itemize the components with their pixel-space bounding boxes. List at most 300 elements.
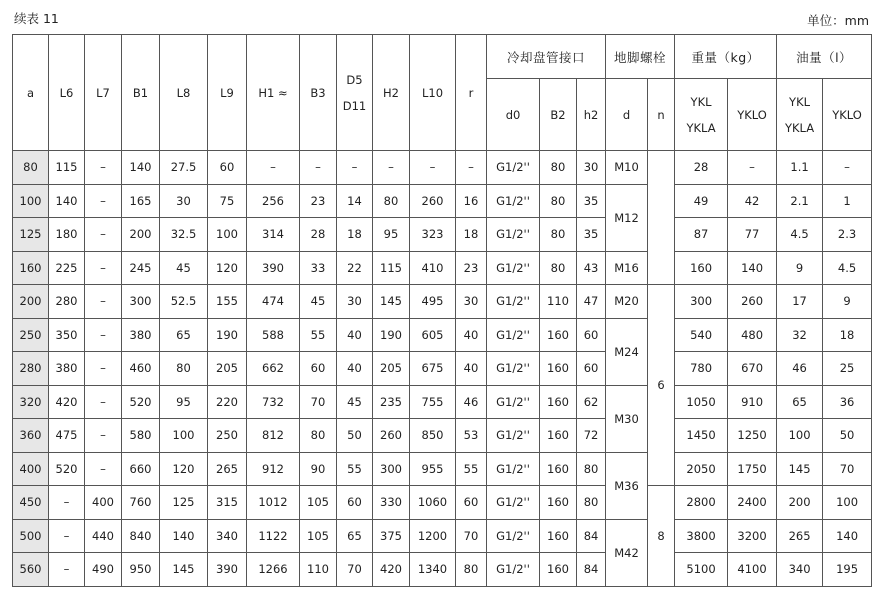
cell-l6: 475 [49, 419, 85, 453]
cell-b3: 105 [300, 519, 337, 553]
cell-l10: 1200 [410, 519, 456, 553]
group-oil: 油量（l） [777, 35, 872, 79]
cell-l6: 520 [49, 452, 85, 486]
cell-l8: 120 [160, 452, 208, 486]
cell-w-ykl: 5100 [675, 553, 728, 587]
cell-r: 46 [456, 385, 487, 419]
cell-d5: 60 [337, 486, 373, 520]
cell-b3: – [300, 151, 337, 185]
cell-l10: 495 [410, 285, 456, 319]
group-weight: 重量（kg） [675, 35, 777, 79]
cell-o-ykl: 9 [777, 251, 823, 285]
cell-h1: 314 [247, 218, 300, 252]
cell-b2: 80 [540, 251, 577, 285]
col-h2-lower: h2 [577, 79, 606, 151]
col-h2: H2 [373, 35, 410, 151]
col-n: n [648, 79, 675, 151]
cell-l8: 140 [160, 519, 208, 553]
cell-l6: 180 [49, 218, 85, 252]
cell-b1: 660 [122, 452, 160, 486]
col-b2: B2 [540, 79, 577, 151]
cell-r: 53 [456, 419, 487, 453]
cell-d0: G1/2'' [487, 218, 540, 252]
cell-w-yklo: 2400 [728, 486, 777, 520]
cell-b3: 105 [300, 486, 337, 520]
col-l9: L9 [208, 35, 247, 151]
cell-l8: 145 [160, 553, 208, 587]
cell-w-yklo: 140 [728, 251, 777, 285]
cell-l10: 260 [410, 184, 456, 218]
cell-w-ykl: 300 [675, 285, 728, 319]
oil-ykla-label: YKLA [784, 120, 815, 135]
cell-l9: 120 [208, 251, 247, 285]
col-oil-ykl [777, 79, 823, 151]
cell-l6: 140 [49, 184, 85, 218]
col-d: d [606, 79, 648, 151]
cell-b1: 200 [122, 218, 160, 252]
cell-l6: – [49, 486, 85, 520]
cell-b3: 60 [300, 352, 337, 386]
cell-h1: 474 [247, 285, 300, 319]
cell-b1: 140 [122, 151, 160, 185]
cell-b2: 160 [540, 318, 577, 352]
cell-l9: 265 [208, 452, 247, 486]
cell-o-yklo: 1 [823, 184, 872, 218]
cell-a: 560 [13, 553, 49, 587]
table-row [13, 352, 872, 386]
table-row [13, 151, 872, 185]
cell-bolt-d: M20 [606, 285, 648, 319]
cell-d0: G1/2'' [487, 151, 540, 185]
cell-a: 450 [13, 486, 49, 520]
cell-r: 18 [456, 218, 487, 252]
cell-l10: 1340 [410, 553, 456, 587]
cell-l8: 27.5 [160, 151, 208, 185]
cell-h1: – [247, 151, 300, 185]
cell-d0: G1/2'' [487, 486, 540, 520]
cell-w-ykl: 1050 [675, 385, 728, 419]
cell-w-ykl: 160 [675, 251, 728, 285]
cell-h2: 35 [577, 218, 606, 252]
cell-l10: 850 [410, 419, 456, 453]
cell-w-ykl: 2050 [675, 452, 728, 486]
cell-l8: 45 [160, 251, 208, 285]
cell-b3: 33 [300, 251, 337, 285]
cell-o-yklo: 50 [823, 419, 872, 453]
cell-l7: 490 [85, 553, 122, 587]
cell-l9: 390 [208, 553, 247, 587]
cell-l7: – [85, 184, 122, 218]
cell-h2: 60 [577, 352, 606, 386]
cell-bolt-d: M10 [606, 151, 648, 185]
cell-l8: 80 [160, 352, 208, 386]
col-l6: L6 [49, 35, 85, 151]
unit-label: 单位：mm [807, 13, 869, 28]
cell-h2: 47 [577, 285, 606, 319]
cell-o-ykl: 65 [777, 385, 823, 419]
cell-o-ykl: 2.1 [777, 184, 823, 218]
cell-d0: G1/2'' [487, 419, 540, 453]
cell-b1: 520 [122, 385, 160, 419]
cell-w-ykl: 2800 [675, 486, 728, 520]
oil-ykl-label: YKL [789, 94, 811, 109]
cell-d5: 65 [337, 519, 373, 553]
cell-l10: 675 [410, 352, 456, 386]
cell-l8: 125 [160, 486, 208, 520]
cell-l9: 100 [208, 218, 247, 252]
cell-bolt-d: M12 [606, 184, 648, 251]
cell-l7: – [85, 452, 122, 486]
cell-w-ykl: 28 [675, 151, 728, 185]
cell-b2: 160 [540, 553, 577, 587]
cell-w-ykl: 1450 [675, 419, 728, 453]
cell-bolt-d: M36 [606, 452, 648, 519]
table-row [13, 553, 872, 587]
cell-d5: – [337, 151, 373, 185]
cell-l9: 155 [208, 285, 247, 319]
cell-w-yklo: 3200 [728, 519, 777, 553]
cell-w-yklo: 42 [728, 184, 777, 218]
cell-b1: 300 [122, 285, 160, 319]
cell-d5: 22 [337, 251, 373, 285]
table-row [13, 452, 872, 486]
cell-d5: 70 [337, 553, 373, 587]
cell-l9: 340 [208, 519, 247, 553]
cell-l9: 315 [208, 486, 247, 520]
cell-h2: 84 [577, 553, 606, 587]
cell-l6: – [49, 519, 85, 553]
cell-l7: – [85, 352, 122, 386]
cell-r: 30 [456, 285, 487, 319]
cell-d5: 18 [337, 218, 373, 252]
cell-l8: 30 [160, 184, 208, 218]
cell-h1: 812 [247, 419, 300, 453]
table-header [13, 35, 872, 151]
cell-o-yklo: 70 [823, 452, 872, 486]
cell-o-ykl: 340 [777, 553, 823, 587]
cell-b2: 110 [540, 285, 577, 319]
cell-b2: 160 [540, 486, 577, 520]
cell-h1: 912 [247, 452, 300, 486]
cell-w-yklo: 4100 [728, 553, 777, 587]
cell-b3: 28 [300, 218, 337, 252]
cell-b1: 950 [122, 553, 160, 587]
cell-b3: 70 [300, 385, 337, 419]
cell-h1: 732 [247, 385, 300, 419]
spec-table [12, 34, 872, 587]
cell-l7: – [85, 151, 122, 185]
cell-w-yklo: 1750 [728, 452, 777, 486]
cell-l7: – [85, 318, 122, 352]
cell-o-ykl: 1.1 [777, 151, 823, 185]
cell-h2: 375 [373, 519, 410, 553]
cell-h2: 260 [373, 419, 410, 453]
cell-h2: 420 [373, 553, 410, 587]
cell-d0: G1/2'' [487, 553, 540, 587]
cell-l6: 280 [49, 285, 85, 319]
cell-l10: 755 [410, 385, 456, 419]
cell-a: 500 [13, 519, 49, 553]
cell-o-ykl: 265 [777, 519, 823, 553]
table-caption: 续表 11 [14, 11, 59, 26]
cell-l9: 75 [208, 184, 247, 218]
cell-d0: G1/2'' [487, 519, 540, 553]
cell-w-yklo: 670 [728, 352, 777, 386]
cell-r: 80 [456, 553, 487, 587]
cell-b1: 460 [122, 352, 160, 386]
cell-d0: G1/2'' [487, 318, 540, 352]
cell-b2: 160 [540, 519, 577, 553]
cell-l9: 205 [208, 352, 247, 386]
table-row [13, 318, 872, 352]
cell-o-yklo: 18 [823, 318, 872, 352]
cell-w-yklo: 77 [728, 218, 777, 252]
cell-bolt-d: M30 [606, 385, 648, 452]
cell-a: 400 [13, 452, 49, 486]
cell-o-yklo: 195 [823, 553, 872, 587]
cell-b1: 580 [122, 419, 160, 453]
cell-b3: 23 [300, 184, 337, 218]
cell-h1: 588 [247, 318, 300, 352]
cell-r: 16 [456, 184, 487, 218]
cell-w-ykl: 49 [675, 184, 728, 218]
cell-o-yklo: 2.3 [823, 218, 872, 252]
cell-l9: 250 [208, 419, 247, 453]
cell-b3: 110 [300, 553, 337, 587]
cell-l7: – [85, 419, 122, 453]
cell-r: 40 [456, 318, 487, 352]
weight-ykla-label: YKLA [686, 120, 716, 135]
cell-h2: 30 [577, 151, 606, 185]
cell-h2: 80 [577, 452, 606, 486]
cell-w-ykl: 87 [675, 218, 728, 252]
cell-o-yklo: 100 [823, 486, 872, 520]
cell-b2: 160 [540, 452, 577, 486]
col-l10: L10 [410, 35, 456, 151]
cell-o-ykl: 100 [777, 419, 823, 453]
cell-h2: 80 [373, 184, 410, 218]
cell-o-ykl: 200 [777, 486, 823, 520]
cell-o-yklo: 9 [823, 285, 872, 319]
cell-b1: 380 [122, 318, 160, 352]
cell-b2: 160 [540, 419, 577, 453]
cell-h1: 256 [247, 184, 300, 218]
col-r: r [456, 35, 487, 151]
cell-w-yklo: 910 [728, 385, 777, 419]
cell-b2: 80 [540, 218, 577, 252]
cell-o-yklo: 4.5 [823, 251, 872, 285]
cell-b2: 160 [540, 385, 577, 419]
cell-w-yklo: 260 [728, 285, 777, 319]
cell-h2: 300 [373, 452, 410, 486]
cell-d5: 55 [337, 452, 373, 486]
cell-l7: 400 [85, 486, 122, 520]
cell-d5: 45 [337, 385, 373, 419]
cell-l8: 65 [160, 318, 208, 352]
cell-b1: 840 [122, 519, 160, 553]
cell-d5: 40 [337, 318, 373, 352]
cell-h2: 43 [577, 251, 606, 285]
col-oil-yklo: YKLO [823, 79, 872, 151]
cell-w-ykl: 3800 [675, 519, 728, 553]
cell-h2: 115 [373, 251, 410, 285]
cell-bolt-n [648, 151, 675, 285]
cell-o-yklo: 25 [823, 352, 872, 386]
cell-b2: 80 [540, 184, 577, 218]
cell-l8: 100 [160, 419, 208, 453]
cell-a: 100 [13, 184, 49, 218]
cell-r: 60 [456, 486, 487, 520]
cell-l6: 225 [49, 251, 85, 285]
table-row [13, 385, 872, 419]
cell-d0: G1/2'' [487, 285, 540, 319]
cell-h2: 205 [373, 352, 410, 386]
cell-b3: 45 [300, 285, 337, 319]
cell-d0: G1/2'' [487, 385, 540, 419]
cell-l10: – [410, 151, 456, 185]
col-h1: H1 ≈ [247, 35, 300, 151]
cell-o-yklo: 36 [823, 385, 872, 419]
table-row [13, 285, 872, 319]
cell-d0: G1/2'' [487, 352, 540, 386]
cell-d5: 14 [337, 184, 373, 218]
table-row [13, 519, 872, 553]
cell-h2: 145 [373, 285, 410, 319]
cell-d5: 40 [337, 352, 373, 386]
cell-l8: 52.5 [160, 285, 208, 319]
cell-bolt-d: M24 [606, 318, 648, 385]
col-b3: B3 [300, 35, 337, 151]
cell-h2: 235 [373, 385, 410, 419]
col-d5: D5 [346, 72, 363, 87]
cell-l7: – [85, 218, 122, 252]
cell-h1: 1012 [247, 486, 300, 520]
cell-a: 320 [13, 385, 49, 419]
col-d5-d11 [337, 35, 373, 151]
cell-l7: – [85, 385, 122, 419]
cell-l7: – [85, 251, 122, 285]
cell-o-ykl: 17 [777, 285, 823, 319]
cell-b1: 165 [122, 184, 160, 218]
cell-l10: 955 [410, 452, 456, 486]
cell-r: – [456, 151, 487, 185]
cell-h2: 62 [577, 385, 606, 419]
cell-o-ykl: 46 [777, 352, 823, 386]
cell-d0: G1/2'' [487, 452, 540, 486]
group-anchor-bolt: 地脚螺栓 [606, 35, 675, 79]
cell-d5: 30 [337, 285, 373, 319]
cell-a: 250 [13, 318, 49, 352]
cell-b3: 80 [300, 419, 337, 453]
cell-d5: 50 [337, 419, 373, 453]
cell-l8: 32.5 [160, 218, 208, 252]
cell-a: 280 [13, 352, 49, 386]
cell-l6: – [49, 553, 85, 587]
cell-b3: 55 [300, 318, 337, 352]
cell-o-ykl: 145 [777, 452, 823, 486]
cell-r: 70 [456, 519, 487, 553]
table-row [13, 184, 872, 218]
weight-ykl-label: YKL [690, 94, 712, 109]
cell-a: 200 [13, 285, 49, 319]
table-body [13, 151, 872, 587]
cell-o-yklo: – [823, 151, 872, 185]
cell-a: 80 [13, 151, 49, 185]
cell-b2: 160 [540, 352, 577, 386]
cell-h2: – [373, 151, 410, 185]
cell-h1: 390 [247, 251, 300, 285]
col-weight-ykl [675, 79, 728, 151]
cell-h2: 190 [373, 318, 410, 352]
cell-w-ykl: 540 [675, 318, 728, 352]
cell-o-ykl: 32 [777, 318, 823, 352]
cell-h1: 662 [247, 352, 300, 386]
cell-r: 55 [456, 452, 487, 486]
cell-w-ykl: 780 [675, 352, 728, 386]
cell-b1: 245 [122, 251, 160, 285]
cell-l7: 440 [85, 519, 122, 553]
cell-h2: 60 [577, 318, 606, 352]
cell-h1: 1122 [247, 519, 300, 553]
cell-l8: 95 [160, 385, 208, 419]
cell-l6: 350 [49, 318, 85, 352]
cell-l9: 220 [208, 385, 247, 419]
cell-r: 23 [456, 251, 487, 285]
cell-h2: 35 [577, 184, 606, 218]
col-l7: L7 [85, 35, 122, 151]
cell-w-yklo: 1250 [728, 419, 777, 453]
cell-a: 125 [13, 218, 49, 252]
cell-bolt-n: 8 [648, 486, 675, 587]
col-l8: L8 [160, 35, 208, 151]
cell-l6: 115 [49, 151, 85, 185]
cell-l10: 605 [410, 318, 456, 352]
cell-l9: 190 [208, 318, 247, 352]
cell-bolt-n: 6 [648, 285, 675, 486]
table-row [13, 419, 872, 453]
cell-l9: 60 [208, 151, 247, 185]
cell-bolt-d: M16 [606, 251, 648, 285]
col-d11: D11 [342, 98, 367, 113]
cell-o-yklo: 140 [823, 519, 872, 553]
cell-h2: 84 [577, 519, 606, 553]
cell-w-yklo: 480 [728, 318, 777, 352]
cell-b2: 80 [540, 151, 577, 185]
table-row [13, 486, 872, 520]
cell-d0: G1/2'' [487, 184, 540, 218]
group-cooling-coil: 冷却盘管接口 [487, 35, 606, 79]
cell-h2: 72 [577, 419, 606, 453]
cell-b1: 760 [122, 486, 160, 520]
cell-h1: 1266 [247, 553, 300, 587]
col-weight-yklo: YKLO [728, 79, 777, 151]
cell-l6: 380 [49, 352, 85, 386]
cell-o-ykl: 4.5 [777, 218, 823, 252]
cell-l10: 410 [410, 251, 456, 285]
col-b1: B1 [122, 35, 160, 151]
cell-r: 40 [456, 352, 487, 386]
col-d0: d0 [487, 79, 540, 151]
cell-l6: 420 [49, 385, 85, 419]
cell-h2: 95 [373, 218, 410, 252]
col-a: a [13, 35, 49, 151]
cell-a: 160 [13, 251, 49, 285]
cell-h2: 80 [577, 486, 606, 520]
cell-bolt-d: M42 [606, 519, 648, 586]
cell-l10: 323 [410, 218, 456, 252]
cell-b3: 90 [300, 452, 337, 486]
cell-a: 360 [13, 419, 49, 453]
